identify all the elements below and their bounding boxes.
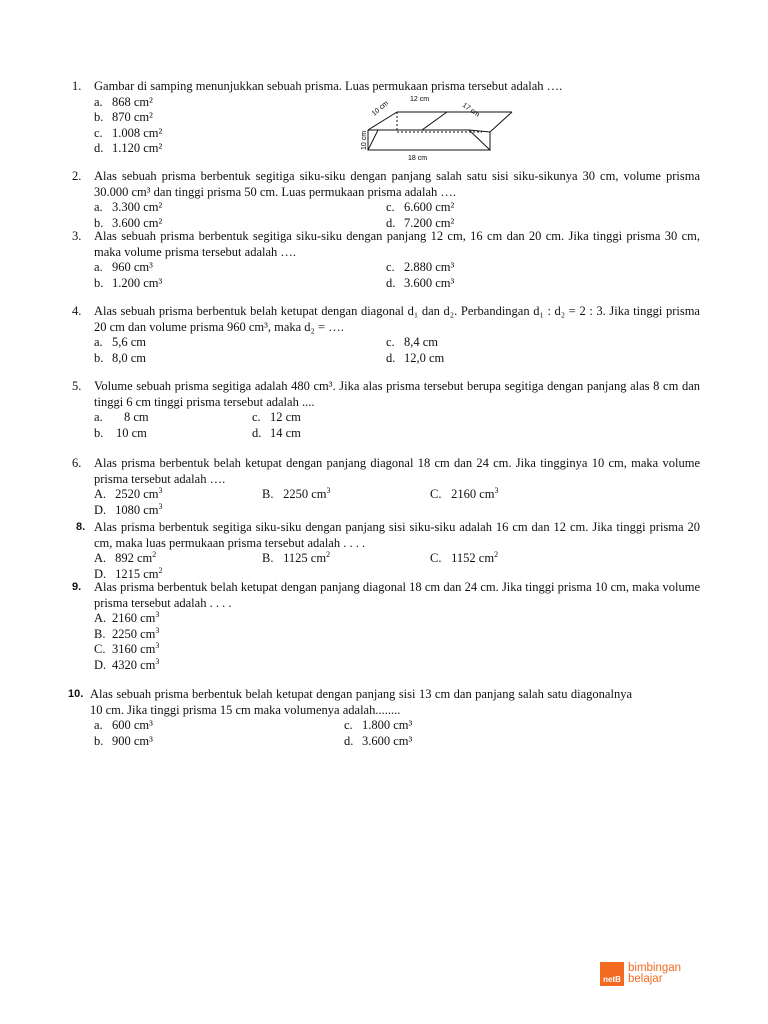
question-3 [72,229,700,291]
option-letter: D. [94,566,107,581]
option-exponent: 3 [155,641,160,651]
option-value: 1215 cm [115,566,159,581]
question-text: Alas prisma berbentuk belah ketupat dengan panjang diagonal 18 cm dan 24 cm. Jika tinggi prisma 10 cm, maka volume prisma tersebut adalah . . . . [94,580,700,610]
option-letter: a. [94,260,103,275]
option-value: 10 cm [116,425,147,440]
option-value: 2520 cm [115,487,159,502]
question-number: 1. [72,79,82,93]
option-letter: C. [430,551,442,566]
label-bottom: 18 cm [408,155,428,162]
option-letter: c. [386,260,395,275]
option-letter: d. [252,425,262,440]
option-value: 14 cm [270,425,301,440]
option-letter: D. [94,502,107,517]
option-letter: d. [344,733,354,748]
option-letter: D. [94,657,107,672]
option-exponent: 2 [494,550,499,560]
option-value: 1125 cm [283,551,327,566]
question-5 [72,379,700,441]
option-letter: a. [94,718,103,733]
option-letter: b. [94,275,104,290]
option-letter: B. [262,487,274,502]
question-10 [68,687,632,749]
option-letter: B. [262,551,274,566]
prism-figure [362,92,522,164]
option-value: 2250 cm [283,487,327,502]
label-height: 10 cm [361,130,368,150]
question-number: 9. [72,581,82,593]
option-letter: c. [94,125,103,140]
option-letter: c. [386,335,395,350]
option-letter: A. [94,611,107,626]
label-slant: 17 cm [460,101,481,119]
option-letter: b. [94,425,104,440]
option-exponent: 3 [155,625,160,635]
logo-line1: bimbingan [628,962,682,974]
option-exponent: 2 [152,550,157,560]
option-letter: c. [386,200,395,215]
option-letter: d. [386,350,396,365]
question-4 [72,304,700,366]
question-text: Alas sebuah prisma berbentuk segitiga siku-siku dengan panjang salah satu sisi siku-sikunya 30 cm, volume prisma 30.000 cm³ dan tinggi prisma 50 cm. Luas permukaan prisma adalah …. [94,169,700,199]
option-value: 5,6 cm [112,335,147,350]
option-value: 960 cm³ [112,260,153,275]
prism-edge [469,130,490,132]
option-exponent: 3 [155,610,160,620]
option-letter: b. [94,733,104,748]
option-value: 8,4 cm [404,335,439,350]
label-top: 12 cm [410,96,430,103]
option-value: 1152 cm [451,551,495,566]
option-value: 892 cm [115,551,153,566]
option-letter: C. [430,487,442,502]
question-text: Alas prisma berbentuk belah ketupat dengan panjang diagonal 18 cm dan 24 cm. Jika tingginya 10 cm, maka volume prisma tersebut adalah …. [94,456,700,486]
logo-mark: netB [600,962,624,986]
option-value: 4320 cm [112,657,156,672]
question-text: Alas sebuah prisma berbentuk segitiga siku-siku dengan panjang 12 cm, 16 cm dan 20 cm. Jika tinggi prisma 30 cm, maka volume prisma tersebut adalah …. [94,229,700,259]
option-letter: b. [94,350,104,365]
option-exponent: 3 [158,486,163,496]
option-exponent: 3 [494,486,499,496]
option-value: 8,0 cm [112,350,147,365]
prism-edge [490,112,512,132]
option-value: 12,0 cm [404,350,445,365]
option-value: 868 cm² [112,94,153,109]
option-value: 870 cm² [112,110,153,125]
option-value: 600 cm³ [112,718,153,733]
option-exponent: 3 [326,486,331,496]
question-number: 6. [72,456,82,470]
option-value: 2250 cm [112,626,156,641]
option-letter: a. [94,94,103,109]
option-value: 6.600 cm² [404,200,455,215]
option-letter: d. [386,275,396,290]
question-text: Alas sebuah prisma berbentuk belah ketupat dengan diagonal d₁ dan d₂. Perbandingan d₁ : d₂ = 2 : 3. Jika tinggi prisma 20 cm dan volume prisma 960 cm³, maka d₂ = …. [94,304,700,334]
question-2 [72,169,700,231]
question-number: 2. [72,169,82,183]
question-6 [72,456,700,518]
question-number: 3. [72,229,82,243]
option-exponent: 2 [158,565,163,575]
option-value: 3.600 cm³ [404,275,455,290]
question-text: Gambar di samping menunjukkan sebuah prisma. Luas permukaan prisma tersebut adalah …. [94,79,563,93]
option-letter: c. [252,410,261,425]
bimbingan-belajar-logo [600,962,681,986]
option-value: 1.120 cm² [112,141,163,156]
prism-front-face [368,130,490,150]
option-letter: a. [94,335,103,350]
option-value: 3160 cm [112,642,156,657]
option-letter: d. [386,215,396,230]
question-text: Volume sebuah prisma segitiga adalah 480 cm³. Jika alas prisma tersebut berupa segitiga dengan panjang alas 8 cm dan tinggi 6 cm tinggi prisma tersebut adalah .... [94,379,700,409]
option-exponent: 2 [326,550,331,560]
option-value: 2160 cm [112,611,156,626]
option-letter: A. [94,487,107,502]
option-letter: b. [94,110,104,125]
option-value: 2160 cm [451,487,495,502]
option-value: 12 cm [270,410,301,425]
option-letter: a. [94,410,103,425]
question-number: 4. [72,304,82,318]
logo-line2: belajar [628,973,663,985]
question-9 [72,580,700,674]
option-letter: A. [94,551,107,566]
option-value: 1.800 cm³ [362,718,413,733]
option-value: 3.600 cm³ [362,733,413,748]
option-exponent: 3 [158,501,163,511]
prism-edge [422,112,447,130]
option-letter: b. [94,215,104,230]
option-letter: B. [94,626,106,641]
option-letter: C. [94,642,106,657]
option-value: 8 cm [124,410,149,425]
question-number: 8. [76,521,86,533]
option-value: 2.880 cm³ [404,260,455,275]
question-8 [72,520,700,582]
option-letter: c. [344,718,353,733]
option-value: 3.600 cm² [112,215,163,230]
option-value: 3.300 cm² [112,200,163,215]
option-value: 7.200 cm² [404,215,455,230]
option-letter: a. [94,200,103,215]
option-exponent: 3 [155,656,160,666]
option-value: 1.200 cm³ [112,275,163,290]
question-number: 5. [72,379,82,393]
option-letter: d. [94,141,104,156]
label-depth: 10 cm [370,99,390,118]
option-value: 1.008 cm² [112,125,163,140]
question-number: 10. [68,688,84,700]
option-value: 900 cm³ [112,733,153,748]
option-value: 1080 cm [115,502,159,517]
question-text: Alas sebuah prisma berbentuk belah ketupat dengan panjang sisi 13 cm dan panjang salah satu diagonalnya 10 cm. Jika tinggi prisma 15 cm maka volumenya adalah........ [90,687,632,717]
question-text: Alas prisma berbentuk segitiga siku-siku dengan panjang sisi siku-siku adalah 16 cm dan 12 cm. Jika tinggi prisma 20 cm, maka luas permukaan prisma tersebut adalah . . . . [94,520,700,550]
